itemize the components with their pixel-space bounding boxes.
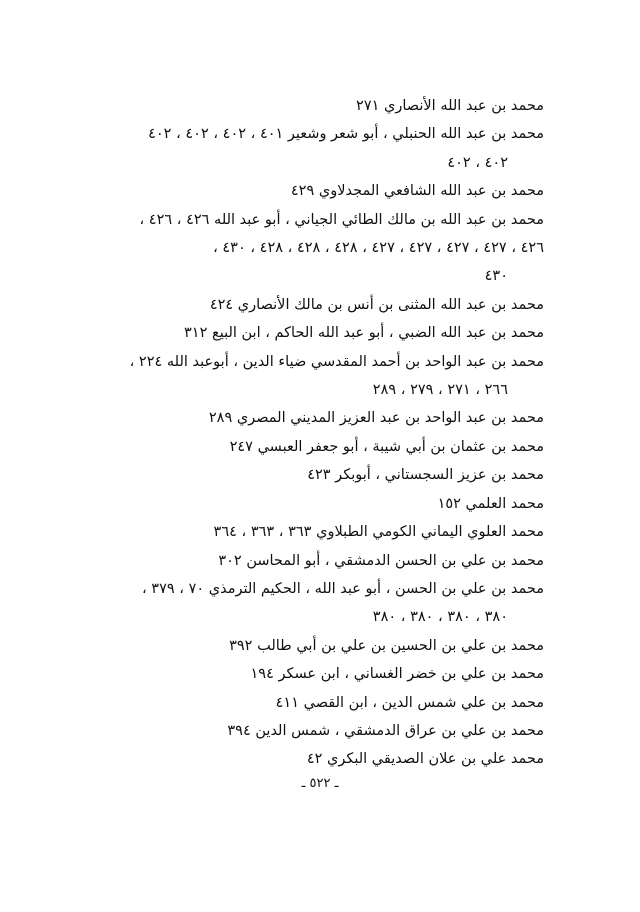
index-entry [94, 717, 544, 745]
index-entry-text: محمد بن عبد الله بن مالك الطائي الجياني ، أبو عبد الله ٤٢٦ ، ٤٢٦ ، [139, 211, 544, 228]
index-entry [94, 291, 544, 319]
index-entry [94, 433, 544, 461]
index-entry-continuation: ٣٨٠ ، ٣٨٠ ، ٣٨٠ ، ٣٨٠ [372, 609, 508, 626]
index-entry-text: محمد بن علي بن الحسين بن علي بن أبي طالب ٣٩٢ [229, 637, 544, 654]
index-entry [94, 547, 544, 575]
index-entry [94, 575, 544, 632]
index-entry [94, 689, 544, 717]
index-entry-text: محمد بن عبد الله الحنبلي ، أبو شعر وشعير ٤٠١ ، ٤٠٢ ، ٤٠٢ ، ٤٠٢ [148, 126, 544, 143]
index-entries [94, 92, 544, 774]
index-entry-text: محمد بن علي بن خضر الغساني ، ابن عسكر ١٩٤ [250, 666, 544, 683]
index-entry [94, 234, 544, 291]
index-entry [94, 348, 544, 405]
index-entry [94, 206, 544, 234]
index-entry [94, 745, 544, 773]
index-entry-text: محمد العلوي اليماني الكومي الطبلاوي ٣٦٣ ، ٣٦٣ ، ٣٦٤ [213, 524, 544, 541]
index-entry-continuation: ٤٠٢ ، ٤٠٢ [447, 154, 508, 171]
index-entry [94, 632, 544, 660]
index-entry [94, 319, 544, 347]
index-entry [94, 120, 544, 177]
index-entry [94, 92, 544, 120]
index-entry-text: ٤٢٦ ، ٤٢٧ ، ٤٢٧ ، ٤٢٧ ، ٤٢٧ ، ٤٢٨ ، ٤٢٨ ، ٤٢٨ ، ٤٣٠ ، [213, 240, 544, 257]
index-entry-text: محمد بن علي بن الحسن الدمشقي ، أبو المحاسن ٣٠٢ [218, 552, 544, 569]
index-entry [94, 404, 544, 432]
index-entry-text: محمد بن علي شمس الدين ، ابن القصي ٤١١ [275, 694, 544, 711]
index-entry-text: محمد بن عبد الله الأنصاري ٢٧١ [356, 98, 544, 114]
index-entry-text: محمد بن عبد الله المثنى بن أنس بن مالك الأنصاري ٤٢٤ [209, 296, 544, 313]
index-entry-text: محمد بن عبد الواحد بن أحمد المقدسي ضياء الدين ، أبوعبد الله ٢٢٤ ، [129, 353, 544, 370]
index-entry-text: محمد بن علي بن عراق الدمشقي ، شمس الدين ٣٩٤ [227, 722, 544, 739]
index-entry-text: محمد بن عزيز السجستاني ، أبوبكر ٤٢٣ [307, 467, 544, 484]
index-entry-text: محمد علي بن علان الصديقي البكري ٤٢ [306, 751, 544, 768]
index-entry-text: محمد بن عبد الله الشافعي المجدلاوي ٤٢٩ [290, 183, 544, 200]
index-entry-text: محمد العلمي ١٥٢ [437, 495, 544, 512]
index-entry-continuation: ٤٣٠ [484, 268, 508, 285]
index-entry-text: محمد بن عبد الواحد بن عبد العزيز المديني المصري ٢٨٩ [208, 410, 544, 427]
index-entry-text: محمد بن علي بن الحسن ، أبو عبد الله ، الحكيم الترمذي ٧٠ ، ٣٧٩ ، [141, 580, 544, 597]
index-entry-continuation: ٢٦٦ ، ٢٧١ ، ٢٧٩ ، ٢٨٩ [372, 382, 508, 399]
index-entry [94, 660, 544, 688]
index-entry-text: محمد بن عثمان بن أبي شيبة ، أبو جعفر العبسي ٢٤٧ [229, 438, 544, 455]
index-entry-text: محمد بن عبد الله الضبي ، أبو عبد الله الحاكم ، ابن البيع ٣١٢ [184, 325, 544, 342]
index-entry [94, 490, 544, 518]
index-entry [94, 177, 544, 205]
page-number: ـ ٥٢٢ ـ [301, 776, 339, 791]
index-entry [94, 518, 544, 546]
index-entry [94, 461, 544, 489]
